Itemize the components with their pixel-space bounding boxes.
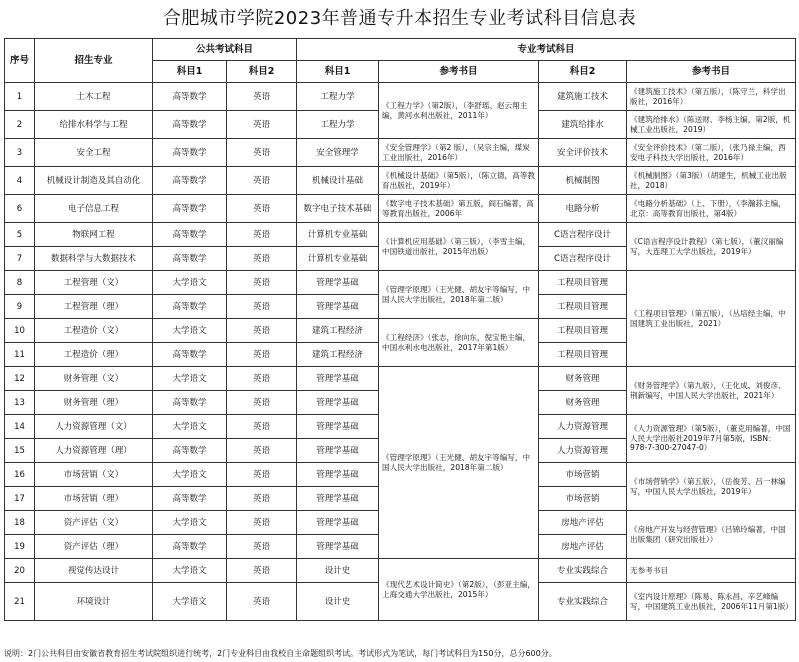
row-pro-subject2: 建筑施工技术 [539, 83, 627, 111]
table-body [5, 83, 796, 621]
header-pro-ref2: 参考书目 [627, 61, 796, 83]
row-pro-subject2: C语言程序设计 [539, 247, 627, 271]
header-pro-ref1: 参考书目 [379, 61, 539, 83]
row-major: 资产评估（文） [35, 511, 153, 535]
row-pro-subject1: 工程力学 [297, 83, 379, 111]
row-pro-subject2: 工程项目管理 [539, 295, 627, 319]
row-major: 安全工程 [35, 139, 153, 167]
exam-subjects-table [4, 38, 796, 621]
row-public-subject1: 大学语文 [153, 511, 227, 535]
row-pro-subject1: 计算机专业基础 [297, 247, 379, 271]
row-major: 财务管理（文） [35, 367, 153, 391]
row-public-subject2: 英语 [227, 247, 297, 271]
row-major: 物联网工程 [35, 223, 153, 247]
row-pro-subject2: 房地产评估 [539, 535, 627, 559]
row-pro-subject1: 安全管理学 [297, 139, 379, 167]
row-pro-subject2: 财务管理 [539, 367, 627, 391]
row-seq: 17 [5, 487, 35, 511]
ref-books-subject1: 《数字电子技术基础》第五版，阎石编著，高等教育出版社，2006年 [379, 195, 539, 223]
row-public-subject2: 英语 [227, 367, 297, 391]
row-seq: 2 [5, 111, 35, 139]
row-pro-subject1: 管理学基础 [297, 463, 379, 487]
row-public-subject1: 高等数学 [153, 487, 227, 511]
row-major: 资产评估（理） [35, 535, 153, 559]
header-pro-subject1: 科目1 [297, 61, 379, 83]
row-public-subject2: 英语 [227, 111, 297, 139]
ref-books-subject2: 《室内设计原理》（陈易、陈永昌、辛艺峰编写，中国建筑工业出版社，2006年11月第1版） [627, 583, 796, 621]
row-pro-subject2: 工程项目管理 [539, 319, 627, 343]
row-pro-subject1: 数字电子技术基础 [297, 195, 379, 223]
row-seq: 4 [5, 167, 35, 195]
row-major: 工程造价（文） [35, 319, 153, 343]
ref-books-subject1: 《现代艺术设计简史》（第2版），（彭亚主编，上海交通大学出版社，2015年） [379, 559, 539, 621]
row-major: 工程造价（理） [35, 343, 153, 367]
row-public-subject1: 高等数学 [153, 247, 227, 271]
row-major: 视觉传达设计 [35, 559, 153, 583]
header-public-subjects: 公共考试科目 [153, 39, 297, 61]
row-public-subject1: 高等数学 [153, 535, 227, 559]
row-major: 工程管理（文） [35, 271, 153, 295]
row-seq: 3 [5, 139, 35, 167]
page-title: 合肥城市学院2023年普通专升本招生专业考试科目信息表 [162, 8, 637, 29]
row-pro-subject2: 房地产评估 [539, 511, 627, 535]
row-public-subject2: 英语 [227, 415, 297, 439]
row-public-subject2: 英语 [227, 223, 297, 247]
ref-books-subject2: 《人力资源管理》（第5版），（董克用编著，中国人民大学出版社2019年7月第5版，ISBN：978-7-300-27047-0） [627, 415, 796, 463]
row-public-subject1: 高等数学 [153, 343, 227, 367]
row-seq: 7 [5, 247, 35, 271]
row-pro-subject2: 机械制图 [539, 167, 627, 195]
row-pro-subject1: 管理学基础 [297, 415, 379, 439]
row-pro-subject1: 建筑工程经济 [297, 343, 379, 367]
ref-books-subject2: 《电路分析基础》（上、下册），（李瀚荪主编，北京：高等教育出版社，第4版） [627, 195, 796, 223]
row-public-subject1: 大学语文 [153, 319, 227, 343]
row-public-subject1: 大学语文 [153, 583, 227, 621]
header-major: 招生专业 [35, 39, 153, 83]
row-seq: 5 [5, 223, 35, 247]
row-public-subject1: 高等数学 [153, 223, 227, 247]
footnote: 说明：2门公共科目由安徽省教育招生考试院组织进行统考，2门专业科目由我校自主命题组织考试。考试形式为笔试，每门考试科目为150分，总分600分。 [4, 649, 557, 658]
header-public-subject1: 科目1 [153, 61, 227, 83]
row-public-subject2: 英语 [227, 319, 297, 343]
row-seq: 20 [5, 559, 35, 583]
row-public-subject2: 英语 [227, 391, 297, 415]
row-pro-subject1: 机械设计基础 [297, 167, 379, 195]
row-major: 电子信息工程 [35, 195, 153, 223]
ref-books-subject2: 《房地产开发与经营管理》（吕锦玲编著，中国出版集团（研究出版社）） [627, 511, 796, 559]
row-pro-subject1: 计算机专业基础 [297, 223, 379, 247]
row-major: 市场营销（文） [35, 463, 153, 487]
row-public-subject2: 英语 [227, 83, 297, 111]
row-public-subject1: 高等数学 [153, 111, 227, 139]
ref-books-subject2: 《工程项目管理》（第五版），（丛培经主编，中国建筑工业出版社，2021） [627, 271, 796, 367]
header-professional-subjects: 专业考试科目 [297, 39, 796, 61]
row-seq: 10 [5, 319, 35, 343]
row-pro-subject1: 工程力学 [297, 111, 379, 139]
row-major: 财务管理（理） [35, 391, 153, 415]
row-pro-subject2: 建筑给排水 [539, 111, 627, 139]
row-pro-subject2: 工程项目管理 [539, 343, 627, 367]
row-public-subject2: 英语 [227, 195, 297, 223]
row-major: 工程管理（理） [35, 295, 153, 319]
row-pro-subject1: 建筑工程经济 [297, 319, 379, 343]
row-pro-subject2: 安全评价技术 [539, 139, 627, 167]
row-pro-subject1: 设计史 [297, 559, 379, 583]
row-public-subject1: 高等数学 [153, 295, 227, 319]
row-pro-subject1: 管理学基础 [297, 295, 379, 319]
row-pro-subject2: C语言程序设计 [539, 223, 627, 247]
row-seq: 13 [5, 391, 35, 415]
ref-books-subject2: 《建筑施工技术》（第五版），（陈守兰，科学出版社，2016年） [627, 83, 796, 111]
header-seq: 序号 [5, 39, 35, 83]
ref-books-subject1: 《工程力学》（第2版），（李舒瑶、赵云翔主编，黄河水利出版社，2011年） [379, 83, 539, 139]
row-pro-subject2: 专业实践综合 [539, 583, 627, 621]
row-public-subject1: 高等数学 [153, 139, 227, 167]
row-pro-subject2: 市场营销 [539, 487, 627, 511]
ref-books-subject1: 《安全管理学》（第2 版），（吴宗主编，煤炭工业出版社，2016年） [379, 139, 539, 167]
row-pro-subject1: 管理学基础 [297, 511, 379, 535]
ref-books-subject2: 《市场营销学》（第五版），（岳俊芳、吕一林编写，中国人民大学出版社，2019年） [627, 463, 796, 511]
row-major: 人力资源管理（理） [35, 439, 153, 463]
row-major: 机械设计制造及其自动化 [35, 167, 153, 195]
row-public-subject2: 英语 [227, 511, 297, 535]
row-public-subject2: 英语 [227, 295, 297, 319]
row-public-subject2: 英语 [227, 487, 297, 511]
row-major: 数据科学与大数据技术 [35, 247, 153, 271]
ref-books-subject1: 《管理学原理》（王光健、胡友宇等编写，中国人民大学出版社，2018年第二版） [379, 271, 539, 319]
row-public-subject1: 大学语文 [153, 559, 227, 583]
ref-books-subject1: 《工程经济》（张志，徐向东，倪宝艳主编，中国水利水电出版社，2017年第1版） [379, 319, 539, 367]
row-pro-subject1: 管理学基础 [297, 439, 379, 463]
row-public-subject1: 高等数学 [153, 167, 227, 195]
row-major: 环境设计 [35, 583, 153, 621]
row-seq: 9 [5, 295, 35, 319]
table-row [5, 139, 796, 167]
row-major: 土木工程 [35, 83, 153, 111]
row-public-subject1: 高等数学 [153, 195, 227, 223]
table-row [5, 195, 796, 223]
row-seq: 12 [5, 367, 35, 391]
header-pro-subject2: 科目2 [539, 61, 627, 83]
row-public-subject2: 英语 [227, 167, 297, 195]
header-public-subject2: 科目2 [227, 61, 297, 83]
row-seq: 8 [5, 271, 35, 295]
row-pro-subject2: 电路分析 [539, 195, 627, 223]
row-seq: 16 [5, 463, 35, 487]
row-pro-subject1: 管理学基础 [297, 535, 379, 559]
row-pro-subject2: 人力资源管理 [539, 415, 627, 439]
row-public-subject1: 高等数学 [153, 391, 227, 415]
row-pro-subject1: 管理学基础 [297, 271, 379, 295]
ref-books-subject2: 《财务管理学》（第九版），（王化成、刘俊彦、荆新编写，中国人民大学出版社，2021年） [627, 367, 796, 415]
ref-books-subject2: 《安全评价技术》（第二版），（张乃禄主编，西安电子科技大学出版社，2016年） [627, 139, 796, 167]
table-row [5, 367, 796, 391]
row-public-subject1: 大学语文 [153, 367, 227, 391]
ref-books-subject2: 《建筑给排水》（陈送财、李杨主编，第2版，机械工业出版社，2019） [627, 111, 796, 139]
row-public-subject1: 高等数学 [153, 439, 227, 463]
row-public-subject2: 英语 [227, 463, 297, 487]
row-seq: 6 [5, 195, 35, 223]
ref-books-subject1: 《机械设计基础》（第5版），（陈立德，高等教育出版社，2019年） [379, 167, 539, 195]
row-public-subject2: 英语 [227, 439, 297, 463]
table-row [5, 167, 796, 195]
table-row [5, 223, 796, 247]
row-public-subject2: 英语 [227, 343, 297, 367]
header-row-1 [5, 39, 796, 61]
row-seq: 19 [5, 535, 35, 559]
ref-books-subject2: 无参考书目 [627, 559, 796, 583]
row-seq: 21 [5, 583, 35, 621]
row-seq: 15 [5, 439, 35, 463]
table-row [5, 559, 796, 583]
row-public-subject2: 英语 [227, 535, 297, 559]
row-major: 市场营销（理） [35, 487, 153, 511]
row-pro-subject2: 市场营销 [539, 463, 627, 487]
ref-books-subject2: 《机械制图》（第3版）（胡建生，机械工业出版社，2018） [627, 167, 796, 195]
row-major: 人力资源管理（文） [35, 415, 153, 439]
row-public-subject1: 大学语文 [153, 415, 227, 439]
row-pro-subject1: 管理学基础 [297, 367, 379, 391]
row-major: 给排水科学与工程 [35, 111, 153, 139]
row-pro-subject2: 工程项目管理 [539, 271, 627, 295]
row-seq: 1 [5, 83, 35, 111]
row-seq: 11 [5, 343, 35, 367]
row-pro-subject1: 管理学基础 [297, 487, 379, 511]
ref-books-subject1: 《管理学原理》（王光健、胡友宇等编写，中国人民大学出版社，2018年第二版） [379, 367, 539, 559]
row-pro-subject1: 设计史 [297, 583, 379, 621]
row-pro-subject2: 财务管理 [539, 391, 627, 415]
row-pro-subject2: 专业实践综合 [539, 559, 627, 583]
row-pro-subject1: 管理学基础 [297, 391, 379, 415]
row-seq: 14 [5, 415, 35, 439]
row-public-subject1: 大学语文 [153, 271, 227, 295]
row-public-subject2: 英语 [227, 271, 297, 295]
row-public-subject2: 英语 [227, 139, 297, 167]
ref-books-subject1: 《计算机应用基础》（第三版），（李雪主编，中国铁道出版社，2015年出版） [379, 223, 539, 271]
ref-books-subject2: 《C语言程序设计教程》（第七版），（董汉丽编写，大连理工大学出版社，2019年） [627, 223, 796, 271]
table-row [5, 83, 796, 111]
row-public-subject2: 英语 [227, 559, 297, 583]
row-public-subject1: 大学语文 [153, 463, 227, 487]
row-seq: 18 [5, 511, 35, 535]
row-pro-subject2: 人力资源管理 [539, 439, 627, 463]
table-row [5, 271, 796, 295]
row-public-subject1: 高等数学 [153, 83, 227, 111]
row-public-subject2: 英语 [227, 583, 297, 621]
